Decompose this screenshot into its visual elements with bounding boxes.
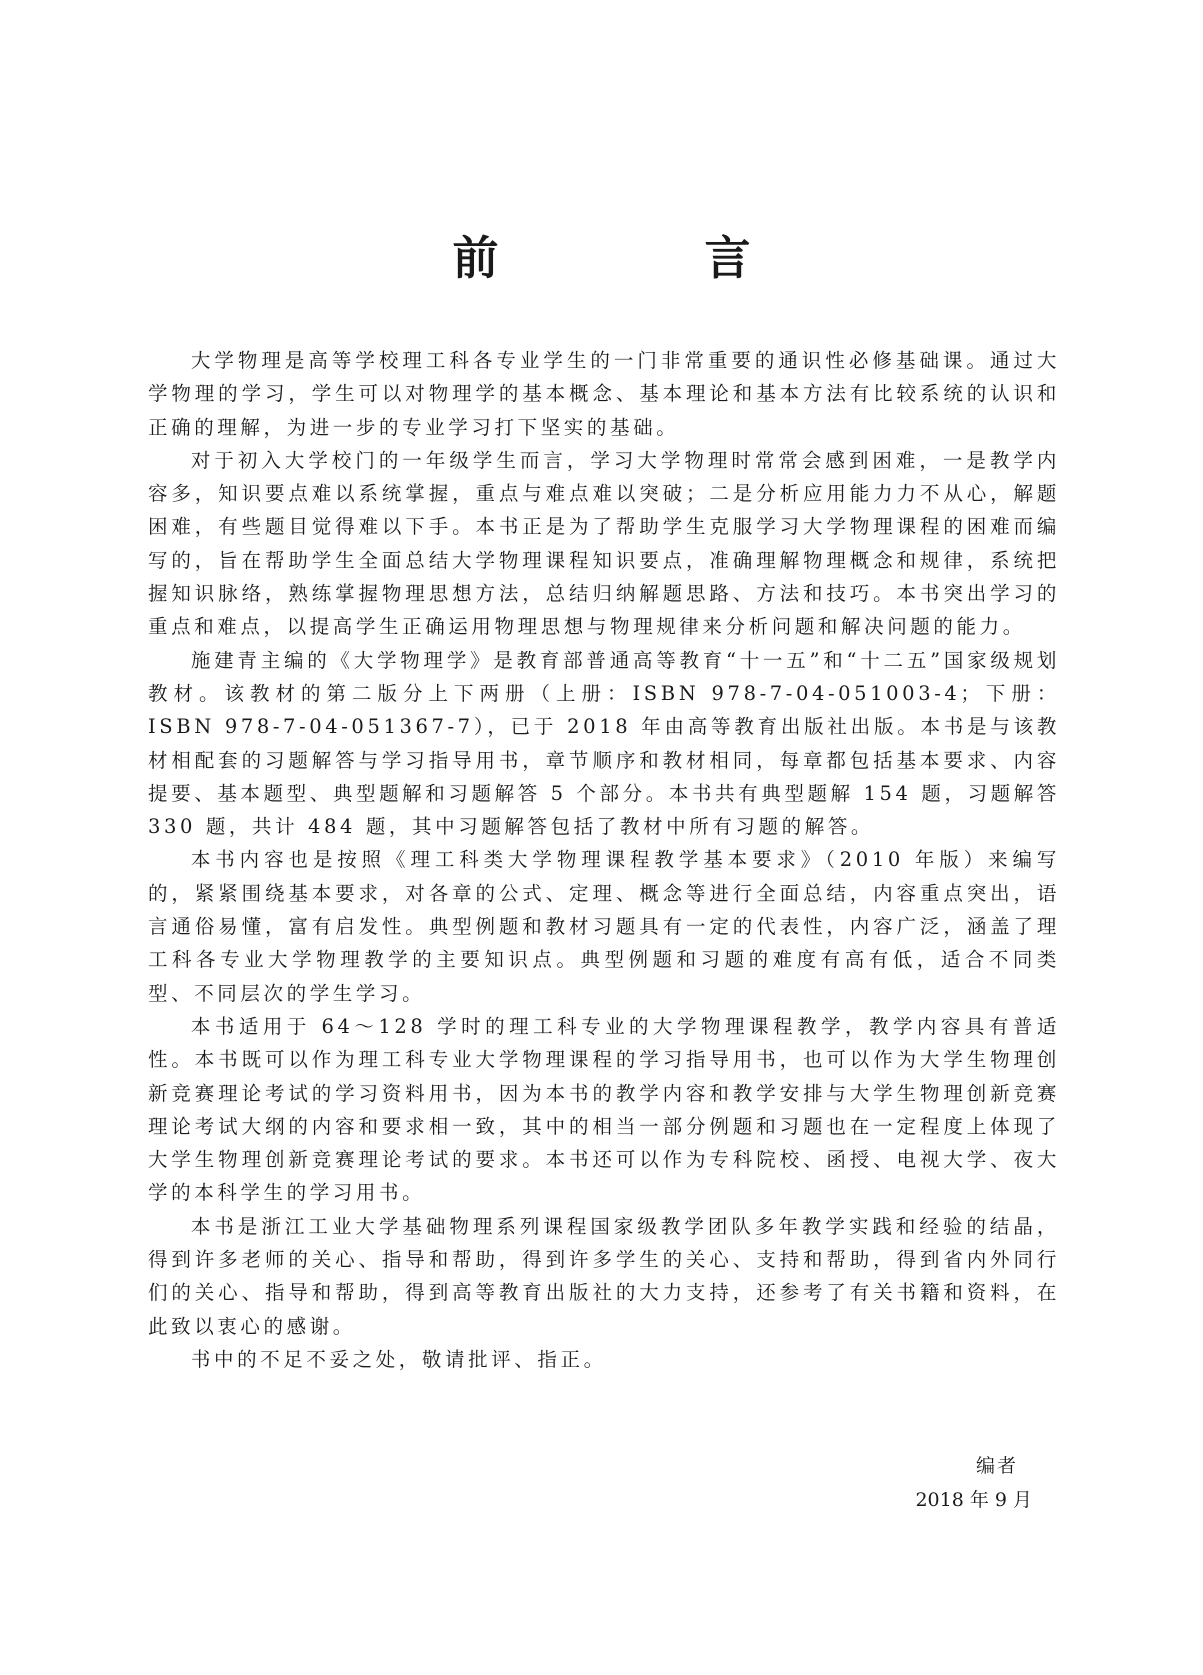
page-title: 前 言 [452,231,831,285]
signature-date: 2018 年 9 月 [915,1489,1032,1511]
paragraph-5: 本书适用于 64～128 学时的理工科专业的大学物理课程教学，教学内容具有普适性。本书既可以作为理工科专业大学物理课程的学习指导用书，也可以作为大学生物理创新竞赛理论考试的学习资料用书，因为本书的教学内容和教学安排与大学生物理创新竞赛理论考试大纲的内容和要求相一致，其中的相当一部分例题和习题也在一定程度上体现了大学生物理创新竞赛理论考试的要求。本书还可以作为专科院校、函授、电视大学、夜大学的本科学生的学习用书。 [148,1014,1060,1205]
preface-body [148,344,1060,1376]
paragraph-1: 大学物理是高等学校理工科各专业学生的一门非常重要的通识性必修基础课。通过大学物理的学习，学生可以对物理学的基本概念、基本理论和基本方法有比较系统的认识和正确的理解，为进一步的专业学习打下坚实的基础。 [148,349,1060,439]
signature-author: 编者 [975,1455,1018,1477]
paragraph-2: 对于初入大学校门的一年级学生而言，学习大学物理时常常会感到困难，一是教学内容多，知识要点难以系统掌握，重点与难点难以突破；二是分析应用能力力不从心，解题困难，有些题目觉得难以下手。本书正是为了帮助学生克服学习大学物理课程的困难而编写的，旨在帮助学生全面总结大学物理课程知识要点，准确理解物理概念和规律，系统把握知识脉络，熟练掌握物理思想方法，总结归纳解题思路、方法和技巧。本书突出学习的重点和难点，以提高学生正确运用物理思想与物理规律来分析问题和解决问题的能力。 [148,448,1060,639]
paragraph-6: 本书是浙江工业大学基础物理系列课程国家级教学团队多年教学实践和经验的结晶，得到许多老师的关心、指导和帮助，得到许多学生的关心、支持和帮助，得到省内外同行们的关心、指导和帮助，得到高等教育出版社的大力支持，还参考了有关书籍和资料，在此致以衷心的感谢。 [148,1214,1060,1338]
paragraph-4: 本书内容也是按照《理工科类大学物理课程教学基本要求》（2010 年版）来编写的，紧紧围绕基本要求，对各章的公式、定理、概念等进行全面总结，内容重点突出，语言通俗易懂，富有启发性。典型例题和教材习题具有一定的代表性，内容广泛，涵盖了理工科各专业大学物理教学的主要知识点。典型例题和习题的难度有高有低，适合不同类型、不同层次的学生学习。 [148,848,1060,1005]
paragraph-3: 施建青主编的《大学物理学》是教育部普通高等教育“十一五”和“十二五”国家级规划教材。该教材的第二版分上下两册（上册：ISBN 978-7-04-051003-4；下册：ISBN 978-7-04-051367-7），已于 2018 年由高等教育出版社出版。本书是与该教材相配套的习题解答与学习指导用书，章节顺序和教材相同，每章都包括基本要求、内容提要、基本题型、典型题解和习题解答 5 个部分。本书共有典型题解 154 题，习题解答 330 题，共计 484 题，其中习题解答包括了教材中所有习题的解答。 [148,648,1060,839]
paragraph-7: 书中的不足不妥之处，敬请批评、指正。 [190,1347,607,1371]
